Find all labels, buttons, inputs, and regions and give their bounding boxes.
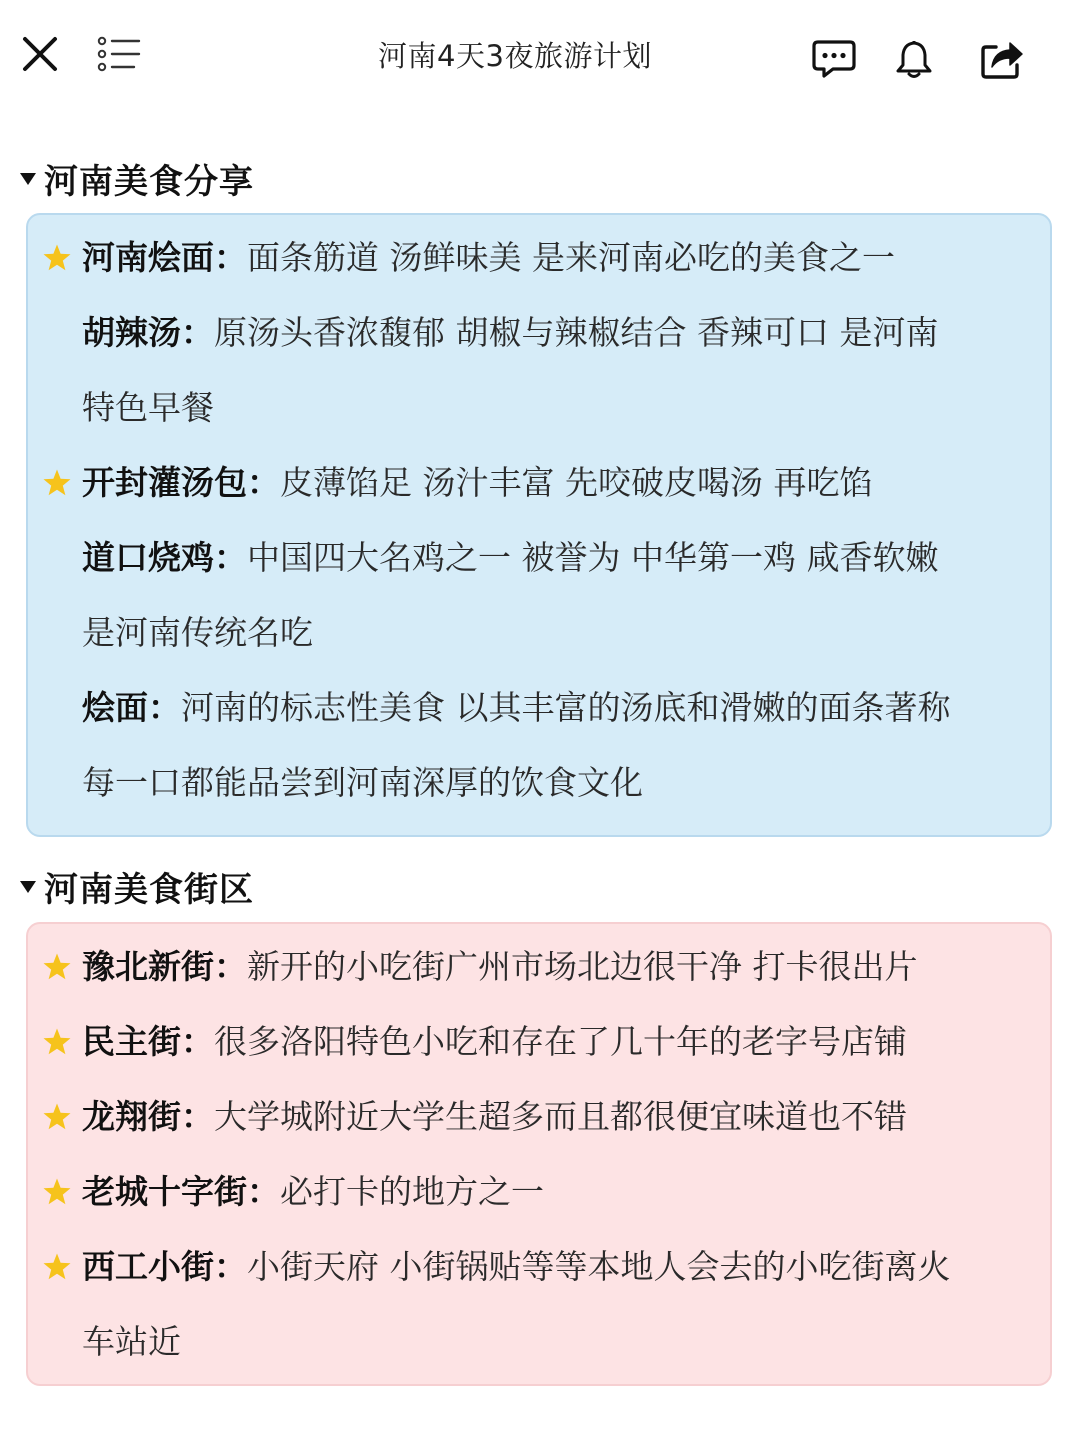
item-description: 是河南传统名吃 [82,613,313,652]
list-item [82,445,1040,520]
outline-menu-button[interactable] [96,34,142,74]
star-icon [42,1154,72,1229]
collapse-caret-icon [20,881,36,893]
item-name: 道口烧鸡： [82,538,247,577]
top-bar [0,0,1080,110]
section-heading-streets[interactable] [20,858,254,914]
item-name: 老城十字街： [82,1172,280,1211]
star-icon [42,220,72,295]
list-item [82,595,1040,670]
item-description: 皮薄馅足 汤汁丰富 先咬破皮喝汤 再吃馅 [280,463,873,502]
bell-icon [892,37,936,81]
close-button[interactable] [18,32,62,76]
list-item [82,1304,1040,1379]
item-description: 必打卡的地方之一 [280,1172,544,1211]
notification-button[interactable] [890,36,938,82]
list-item [82,220,1040,295]
list-item [82,1229,1040,1304]
item-description: 新开的小吃街广州市场北边很干净 打卡很出片 [247,947,918,986]
item-name: 河南烩面： [82,238,247,277]
star-icon [42,1079,72,1154]
list-menu-icon [96,36,142,72]
item-description: 特色早餐 [82,388,214,427]
star-icon [42,1229,72,1304]
section-title: 河南美食街区 [44,869,254,910]
section-title: 河南美食分享 [44,161,254,202]
star-icon [42,1004,72,1079]
street-card [26,922,1052,1386]
item-description: 每一口都能品尝到河南深厚的饮食文化 [82,763,643,802]
item-description: 原汤头香浓馥郁 胡椒与辣椒结合 香辣可口 是河南 [214,313,939,352]
item-name: 豫北新街： [82,947,247,986]
item-name: 民主街： [82,1022,214,1061]
page-title: 河南4天3夜旅游计划 [378,39,652,73]
share-icon [978,35,1026,81]
comment-button[interactable] [810,36,858,82]
list-item [82,745,1040,820]
food-card [26,213,1052,837]
item-description: 小街天府 小街锅贴等等本地人会去的小吃街离火 [247,1247,951,1286]
comment-icon [811,37,857,81]
close-icon [20,34,60,74]
item-name: 胡辣汤： [82,313,214,352]
item-description: 很多洛阳特色小吃和存在了几十年的老字号店铺 [214,1022,907,1061]
list-item [82,295,1040,370]
list-item [82,1154,1040,1229]
star-icon [42,445,72,520]
list-item [82,929,1040,1004]
item-description: 车站近 [82,1322,181,1361]
list-item [82,1079,1040,1154]
list-item [82,370,1040,445]
item-name: 烩面： [82,688,181,727]
share-button[interactable] [976,34,1028,82]
star-icon [42,929,72,1004]
section-heading-food[interactable] [20,150,254,206]
list-item [82,520,1040,595]
list-item [82,1004,1040,1079]
item-name: 西工小街： [82,1247,247,1286]
item-description: 大学城附近大学生超多而且都很便宜味道也不错 [214,1097,907,1136]
list-item [82,670,1040,745]
item-name: 开封灌汤包： [82,463,280,502]
collapse-caret-icon [20,173,36,185]
item-description: 河南的标志性美食 以其丰富的汤底和滑嫩的面条著称 [181,688,951,727]
item-description: 中国四大名鸡之一 被誉为 中华第一鸡 咸香软嫩 [247,538,939,577]
item-description: 面条筋道 汤鲜味美 是来河南必吃的美食之一 [247,238,895,277]
item-name: 龙翔街： [82,1097,214,1136]
